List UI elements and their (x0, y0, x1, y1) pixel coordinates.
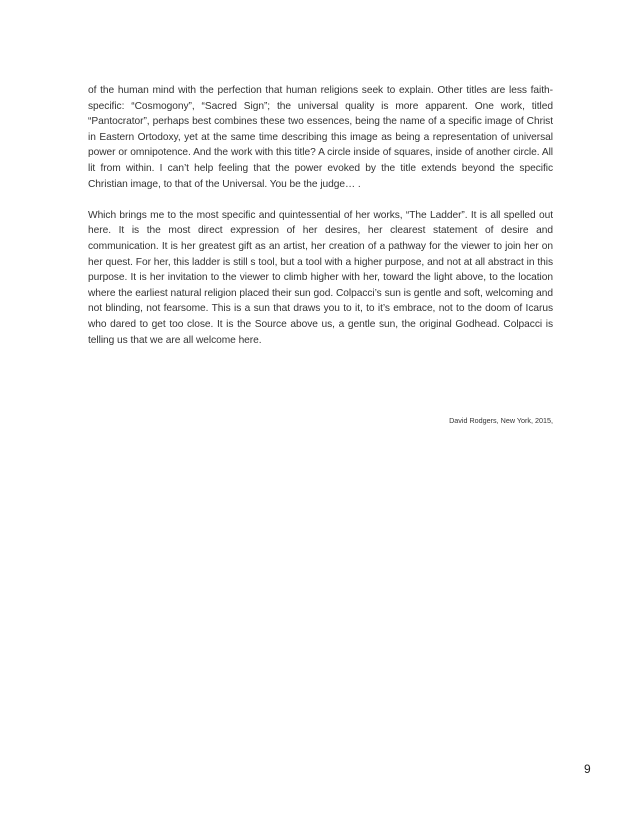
paragraph-2: Which brings me to the most specific and quintessential of her works, “The Ladder”. It is all spelled out here. It is the most direct expression of her desires, her clearest statement of desire and communication. It is her greatest gift as an artist, her creation of a pathway for the viewer to join her on her quest. For her, this ladder is still s tool, but a tool with a higher purpose, and not at all abstract in this purpose. It is her invitation to the viewer to climb higher with her, toward the light above, to the location where the earliest natural religion placed their sun god. Colpacci’s sun is gentle and soft, welcoming and not blinding, not fearsome. This is a sun that draws you to it, to it’s embrace, not to the doom of Icarus who dared to get too close. It is the Source above us, a gentle sun, the original Godhead. Colpacci is telling us that we are all welcome here. (88, 209, 553, 346)
page-number: 9 (584, 762, 591, 776)
body-text (88, 83, 553, 348)
paragraph-1: of the human mind with the perfection that human religions seek to explain. Other titles are less faith-specific: “Cosmogony”, “Sacred Sign”; the universal quality is more apparent. One work, titled “Pantocrator”, perhaps best combines these two essences, being the name of a specific image of Christ in Eastern Ortodoxy, yet at the same time describing this image as being a representation of universal power or omnipotence. And the work with this title? A circle inside of squares, inside of another circle. All lit from within. I can’t help feeling that the power evoked by the title extends beyond the specific Christian image, to that of the Universal. You be the judge… . (88, 85, 553, 190)
author-signature: David Rodgers, New York, 2015, (449, 416, 553, 425)
